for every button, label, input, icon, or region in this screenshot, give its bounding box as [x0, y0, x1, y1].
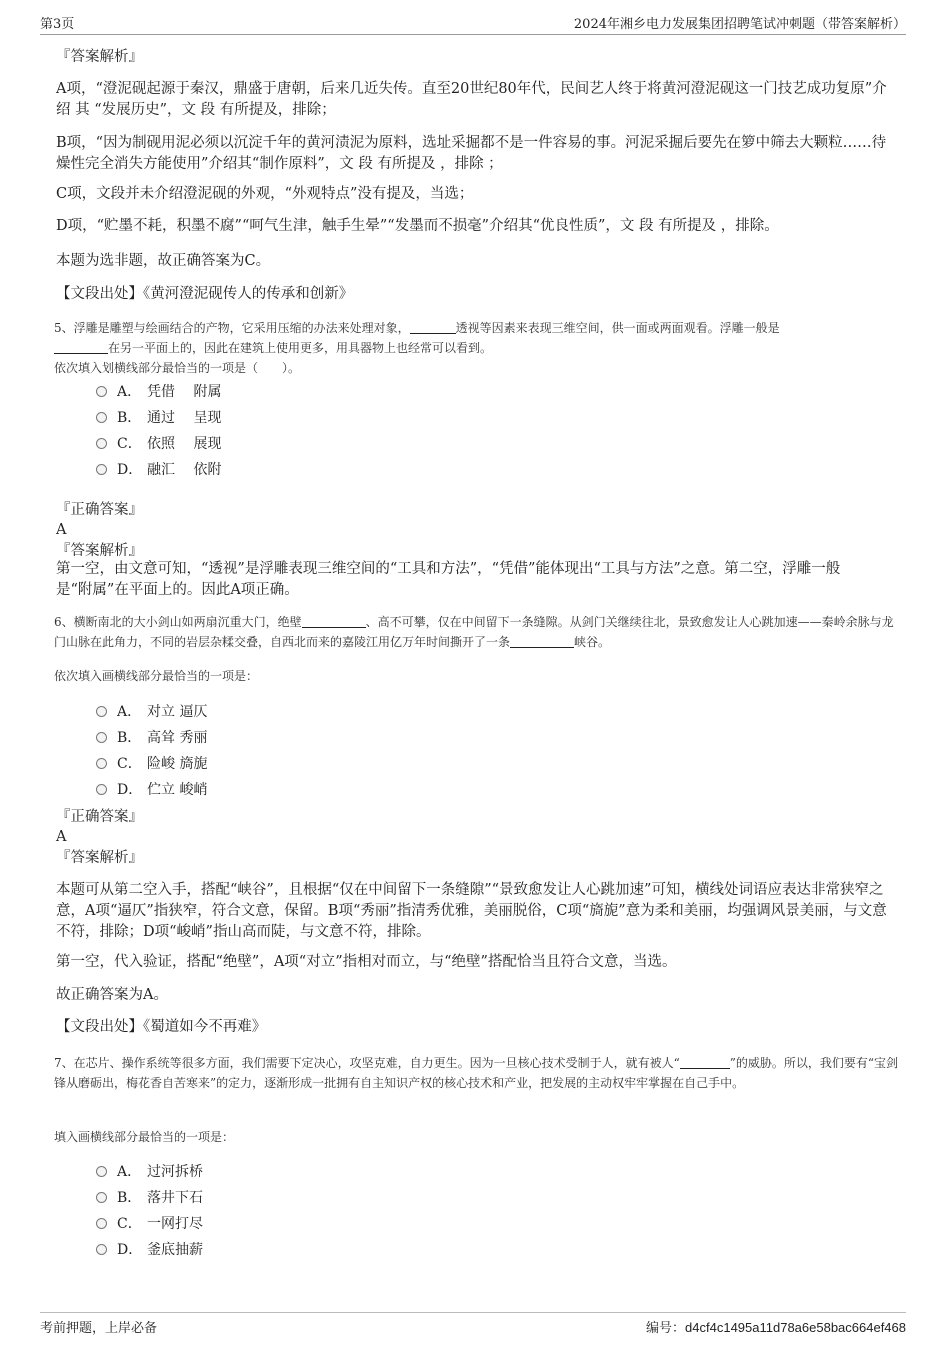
radio-icon[interactable] [96, 386, 107, 397]
radio-icon[interactable] [96, 706, 107, 717]
q5-analysis-label: 『答案解析』 [56, 543, 143, 559]
q6-analysis-para-2: 第一空，代入验证，搭配“绝壁”，A项“对立”指相对而立，与“绝壁”搭配恰当且符合文意，当选。 [56, 954, 677, 970]
radio-icon[interactable] [96, 438, 107, 449]
footer-code [646, 1317, 906, 1336]
q7-stem-part-b: ”的威胁。所以，我们要有“宝剑锋从磨砺出，梅花香自苦寒来”的定力，逐渐形成一批拥有自主知识产权的核心技术和产业，把发展的主动权牢牢掌握在自己手中。 [54, 1056, 899, 1090]
q7-prompt: 填入画横线部分最恰当的一项是： [54, 1130, 235, 1144]
q6-blank-1 [302, 615, 366, 628]
q6-analysis-para-1: 本题可从第二空入手，搭配“峡谷”，且根据“仅在中间留下一条缝隙”“景致愈发让人心跳加速”可知，横线处词语应表达非常狭窄之意，A项“逼仄”指狭窄，符合文意，保留。B项“秀丽”指清秀优雅，美丽脱俗，C项“旖旎”意为柔和美丽，均强调风景美丽，与文意不符，排除；D项“峻峭”指山高而陡，与文意不符，排除。 [56, 882, 887, 940]
q4-analysis-para-d: D项，“贮墨不耗，积墨不腐”“呵气生津，触手生晕”“发墨而不损毫”介绍其“优良性质”，文 段 有所提及 ，排除。 [56, 218, 779, 234]
radio-icon[interactable] [96, 784, 107, 795]
q7-stem [54, 1053, 902, 1093]
q6-conclusion: 故正确答案为A。 [56, 987, 168, 1003]
page-header [40, 10, 906, 35]
q4-analysis-para-c: C项，文段并未介绍澄泥砚的外观，“外观特点”没有提及，当选； [56, 186, 474, 202]
q5-analysis: 第一空，由文意可知，“透视”是浮雕表现三维空间的“工具和方法”，“凭借”能体现出“工具与方法”之意。第二空，浮雕一般是“附属”在平面上的。因此A项正确。 [56, 561, 841, 598]
radio-icon[interactable] [96, 1244, 107, 1255]
q6-option-d[interactable]: D． 伫立 峻峭 [96, 780, 207, 800]
q7-option-d[interactable]: D． 釜底抽薪 [96, 1240, 203, 1260]
q6-stem-part-a: 6、横断南北的大小剑山如两扇沉重大门，绝壁 [54, 615, 302, 629]
q5-option-a[interactable]: A． 凭借 附属 [96, 382, 221, 402]
q5-stem-part-a: 5、浮雕是雕塑与绘画结合的产物，它采用压缩的办法来处理对象， [54, 321, 410, 335]
q4-analysis-label: 『答案解析』 [56, 49, 143, 65]
q7-blank [680, 1056, 730, 1069]
q6-option-c[interactable]: C． 险峻 旖旎 [96, 754, 207, 774]
q5-blank-2 [54, 341, 108, 354]
q7-option-c[interactable]: C． 一网打尽 [96, 1214, 203, 1234]
q4-conclusion: 本题为选非题，故正确答案为C。 [56, 253, 271, 269]
q7-stem-part-a: 7、在芯片、操作系统等很多方面，我们需要下定决心，攻坚克难，自力更生。因为一旦核心技术受制于人，就有被人“ [54, 1056, 680, 1070]
q6-answer: A [56, 829, 67, 845]
q6-source: 【文段出处】《蜀道如今不再难》 [56, 1019, 267, 1035]
q7-option-a[interactable]: A． 过河拆桥 [96, 1162, 203, 1182]
q6-stem [54, 612, 902, 652]
q7-option-b[interactable]: B． 落井下石 [96, 1188, 203, 1208]
radio-icon[interactable] [96, 1192, 107, 1203]
radio-icon[interactable] [96, 1218, 107, 1229]
q6-prompt: 依次填入画横线部分最恰当的一项是： [54, 669, 259, 683]
q6-option-a[interactable]: A． 对立 逼仄 [96, 702, 207, 722]
radio-icon[interactable] [96, 758, 107, 769]
footer-code-value: d4cf4c1495a11d78a6e58bac664ef468 [685, 1320, 906, 1335]
q6-stem-part-c: 峡谷。 [574, 635, 611, 649]
q6-option-b[interactable]: B． 高耸 秀丽 [96, 728, 207, 748]
q5-stem-part-c: 在另一平面上的，因此在建筑上使用更多，用具器物上也经常可以看到。 [108, 341, 493, 355]
q5-option-d[interactable]: D． 融汇 依附 [96, 460, 221, 480]
q5-prompt: 依次填入划横线部分最恰当的一项是（ ）。 [54, 361, 301, 375]
document-title: 2024年湘乡电力发展集团招聘笔试冲刺题（带答案解析） [573, 17, 906, 32]
q5-blank-1 [410, 321, 456, 334]
footer-slogan: 考前押题，上岸必备 [40, 1321, 158, 1336]
q5-option-b[interactable]: B． 通过 呈现 [96, 408, 221, 428]
q6-answer-label: 『正确答案』 [56, 809, 143, 825]
page-footer [40, 1312, 906, 1337]
q5-stem [54, 318, 902, 378]
q5-stem-part-b: 透视等因素来表现三维空间，供一面或两面观看。浮雕一般是 [455, 321, 780, 335]
q6-analysis-label: 『答案解析』 [56, 850, 143, 866]
footer-code-label: 编号： [646, 1321, 686, 1336]
q6-stem-part-b: 、高不可攀，仅在中间留下一条缝隙。从剑门关继续往北，景致愈发让人心跳加速——秦岭余脉与龙门山脉在此角力，不同的岩层杂糅交叠，自西北而来的嘉陵江用亿万年时间撕开了一条 [54, 615, 894, 649]
q4-analysis-para-a: A项，“澄泥砚起源于秦汉，鼎盛于唐朝，后来几近失传。直至20世纪80年代，民间艺人终于将黄河澄泥砚这一门技艺成功复原”介绍 其 “发展历史”，文 段 有所提及，排除； [56, 81, 887, 118]
radio-icon[interactable] [96, 732, 107, 743]
page-number: 第3页 [40, 17, 75, 32]
q4-source: 【文段出处】《黄河澄泥砚传人的传承和创新》 [56, 286, 354, 302]
q6-blank-2 [510, 635, 574, 648]
radio-icon[interactable] [96, 464, 107, 475]
radio-icon[interactable] [96, 1166, 107, 1177]
q5-answer: A [56, 522, 67, 538]
q4-analysis-para-b: B项，“因为制砚用泥必须以沉淀千年的黄河渍泥为原料，选址采掘都不是一件容易的事。河泥采掘后要先在箩中筛去大颗粒……待燥性完全消失方能使用”介绍其“制作原料”，文 段 有所提及 ，排除 ； [56, 135, 887, 172]
q5-option-c[interactable]: C． 依照 展现 [96, 434, 221, 454]
radio-icon[interactable] [96, 412, 107, 423]
q5-answer-label: 『正确答案』 [56, 502, 143, 518]
